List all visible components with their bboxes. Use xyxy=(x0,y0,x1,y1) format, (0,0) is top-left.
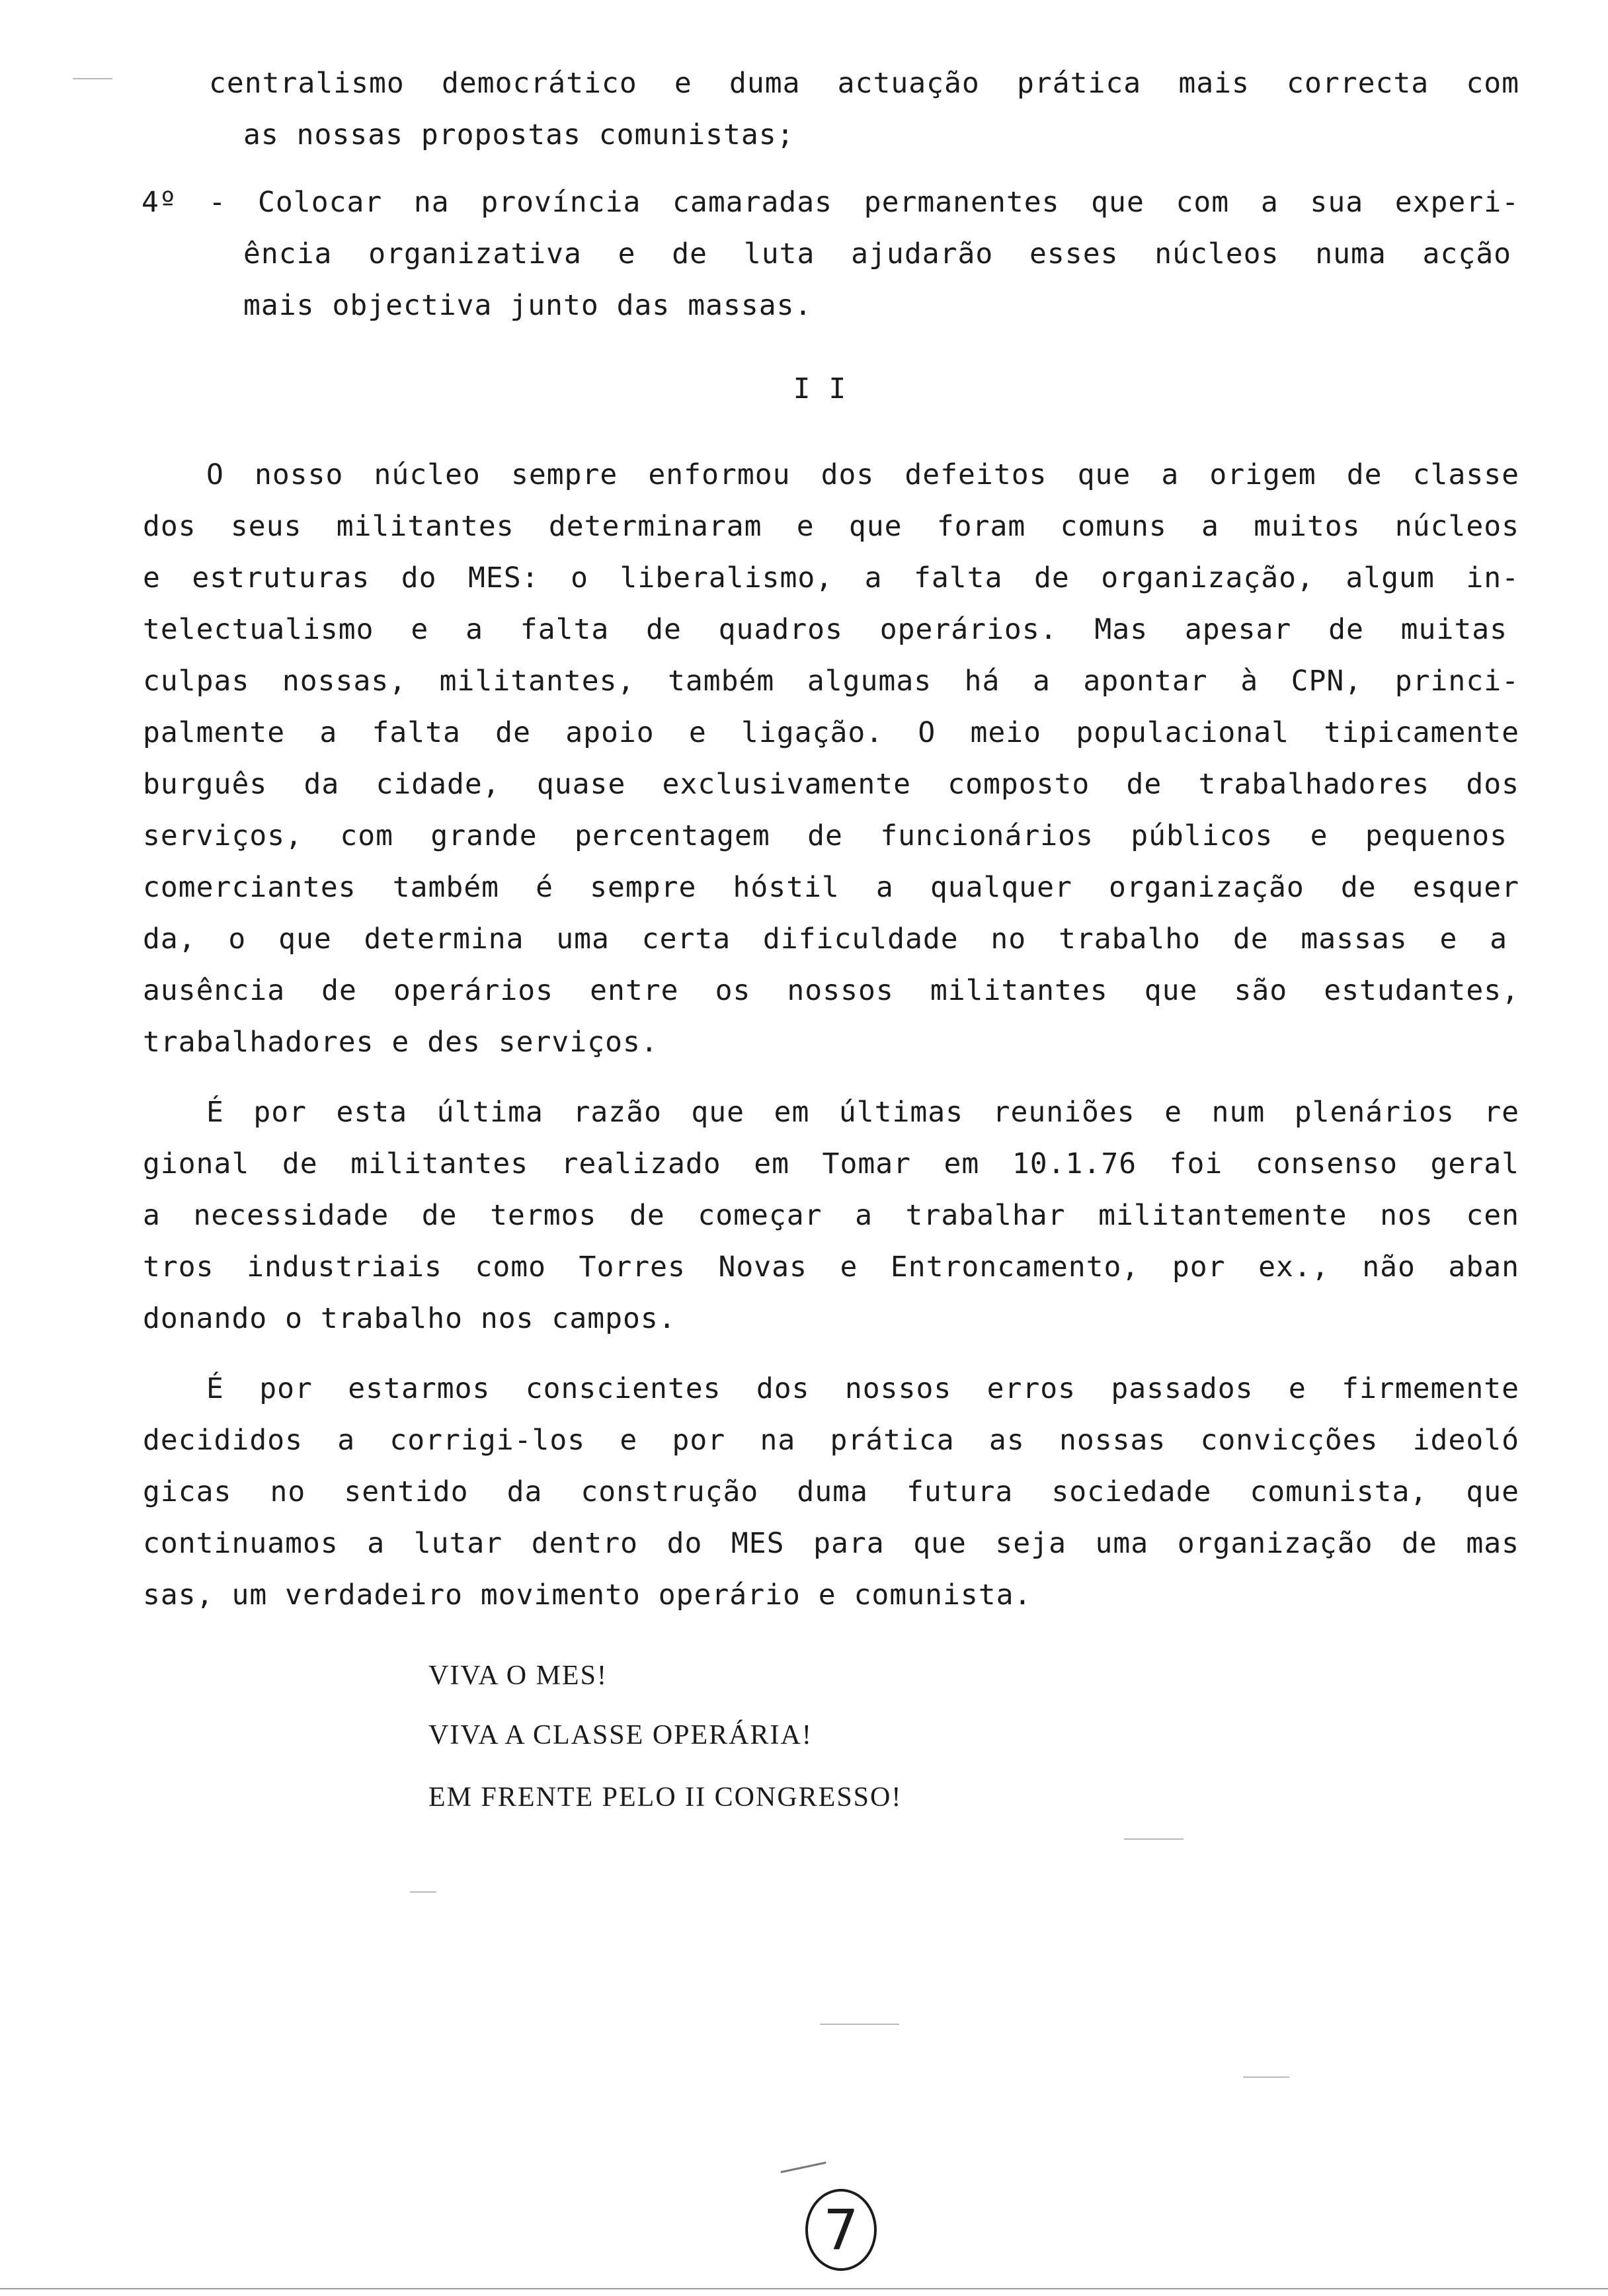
paragraph-line: comerciantes também é sempre hóstil a qualquer organização de esquer xyxy=(143,871,1519,904)
paragraph-line: É por esta última razão que em últimas reuniões e num plenários re xyxy=(206,1096,1519,1129)
page-number: 7 xyxy=(805,2189,877,2271)
paragraph-line: trabalhadores e des serviços. xyxy=(143,1026,659,1059)
scan-noise xyxy=(1124,1838,1184,1840)
paragraph-line: serviços, com grande percentagem de funcionários públicos e pequenos xyxy=(143,819,1508,852)
text-line: ência organizativa e de luta ajudarão esses núcleos numa acção xyxy=(243,237,1511,270)
pen-mark xyxy=(780,2162,826,2173)
paragraph-line: O nosso núcleo sempre enformou dos defeitos que a origem de classe xyxy=(206,458,1519,491)
paragraph-line: telectualismo e a falta de quadros operários. Mas apesar de muitas xyxy=(143,613,1508,646)
paragraph-line: ausência de operários entre os nossos militantes que são estudantes, xyxy=(143,974,1519,1007)
section-heading: I I xyxy=(793,372,847,405)
text-line: as nossas propostas comunistas; xyxy=(243,118,795,151)
paragraph-line: da, o que determina uma certa dificuldade no trabalho de massas e a xyxy=(143,922,1508,956)
scan-noise xyxy=(410,1891,436,1893)
scan-noise xyxy=(1243,2076,1289,2078)
paragraph-line: donando o trabalho nos campos. xyxy=(143,1302,676,1335)
text-line: centralismo democrático e duma actuação prática mais correcta com xyxy=(209,67,1519,100)
paragraph-line: burguês da cidade, quase exclusivamente composto de trabalhadores dos xyxy=(143,768,1519,801)
slogan: EM FRENTE PELO II CONGRESSO! xyxy=(428,1782,903,1813)
paragraph-line: gicas no sentido da construção duma futura sociedade comunista, que xyxy=(143,1475,1519,1508)
text-line: mais objectiva junto das massas. xyxy=(243,289,813,322)
paragraph-line: decididos a corrigi-los e por na prática as nossas convicções ideoló xyxy=(143,1424,1519,1457)
paragraph-line: continuamos a lutar dentro do MES para que seja uma organização de mas xyxy=(143,1527,1519,1560)
paragraph-line: tros industriais como Torres Novas e Entroncamento, por ex., não aban xyxy=(143,1250,1519,1284)
paragraph-line: a necessidade de termos de começar a trabalhar militantemente nos cen xyxy=(143,1199,1519,1232)
scan-noise xyxy=(820,2024,899,2025)
bottom-edge-line xyxy=(0,2288,1608,2289)
paragraph-line: culpas nossas, militantes, também algumas há a apontar à CPN, princi- xyxy=(143,665,1519,698)
slogan: VIVA O MES! xyxy=(428,1660,608,1691)
scan-noise xyxy=(73,78,112,79)
paragraph-line: É por estarmos conscientes dos nossos erros passados e firmemente xyxy=(206,1372,1519,1405)
paragraph-line: sas, um verdadeiro movimento operário e comunista. xyxy=(143,1578,1032,1612)
list-item-4: 4º - Colocar na província camaradas permanentes que com a sua experi- xyxy=(141,186,1519,219)
paragraph-line: e estruturas do MES: o liberalismo, a falta de organização, algum in- xyxy=(143,561,1519,594)
paragraph-line: palmente a falta de apoio e ligação. O meio populacional tipicamente xyxy=(143,716,1519,749)
paragraph-line: dos seus militantes determinaram e que foram comuns a muitos núcleos xyxy=(143,510,1519,543)
paragraph-line: gional de militantes realizado em Tomar em 10.1.76 foi consenso geral xyxy=(143,1147,1519,1180)
slogan: VIVA A CLASSE OPERÁRIA! xyxy=(428,1720,813,1750)
